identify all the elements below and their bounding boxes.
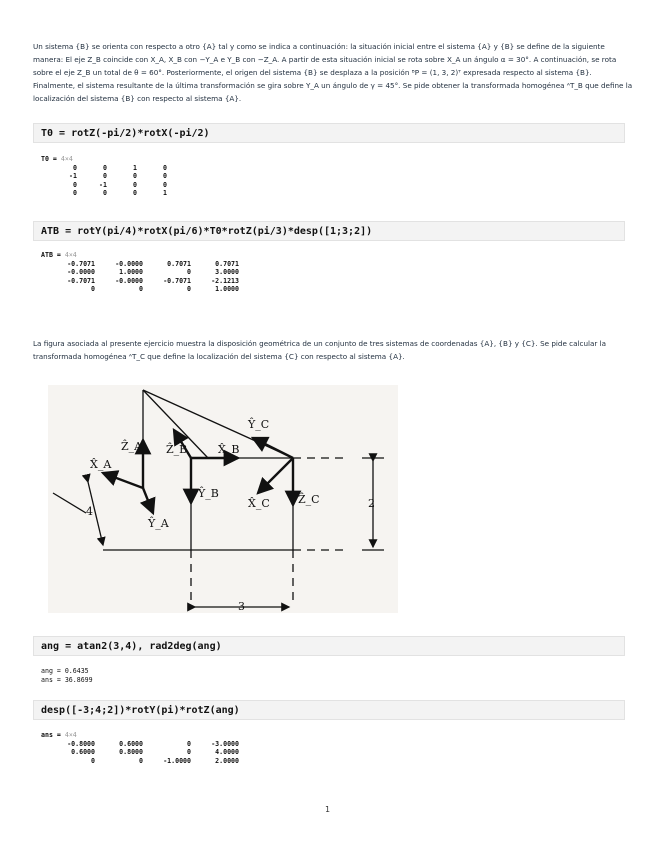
label-xb: X̂_B: [218, 443, 240, 456]
matrix-cell: -0.0000: [115, 259, 143, 268]
output-ang: [41, 667, 93, 684]
matrix-cell: -1: [69, 172, 77, 181]
matrix-cell: 0: [91, 756, 95, 765]
matrix-cell: -0.7071: [67, 276, 95, 285]
label-yb: Ŷ_B: [198, 487, 219, 500]
matrix-cell: 2.0000: [215, 756, 239, 765]
matrix-cell: 1.0000: [215, 285, 239, 294]
label-zb: Ẑ_B: [166, 443, 188, 456]
matrix-cell: 1.0000: [119, 268, 143, 277]
matrix-cell: 0: [163, 163, 167, 172]
output-var-name: T0 =: [41, 155, 57, 163]
matrix-cell: -3.0000: [211, 739, 239, 748]
matrix-row: [47, 172, 167, 181]
matrix-cell: 0.6000: [71, 748, 95, 757]
matrix-cell: 0: [139, 756, 143, 765]
code-cell-desp[interactable]: desp([-3;4;2])*rotY(pi)*rotZ(ang): [33, 700, 625, 720]
matrix-cell: 0: [103, 163, 107, 172]
output-var-name: ATB =: [41, 251, 61, 259]
output-t0: [41, 155, 167, 198]
matrix-row: [47, 260, 239, 269]
matrix-atb: [47, 260, 239, 294]
matrix-cell: 0: [133, 180, 137, 189]
matrix-cell: 0: [187, 748, 191, 757]
matrix-cell: 3.0000: [215, 268, 239, 277]
code-cell-ang[interactable]: ang = atan2(3,4), rad2deg(ang): [33, 636, 625, 656]
code-cell-t0[interactable]: T0 = rotZ(-pi/2)*rotX(-pi/2): [33, 123, 625, 143]
problem-statement-1: Un sistema {B} se orienta con respecto a otro {A} tal y como se indica a continuación: la situación inicial entre el sistema {A} y {B} se define de la siguiente manera: El eje Z_B coincide con X_A, X_B con −Y_A e Y_B con −Z_A. A partir de esta situación inicial se rota sobre X_A un ángulo α = 30°. A continuación, se rota sobre el eje Z_B un total de θ = 60°. Posteriormente, el origen del sistema {B} se desplaza a la posición ᴮP = (1, 3, 2)ᵀ expresada respecto al sistema {B}. Finalmente, el sistema resultante de la última transformación se gira sobre Y_A un ángulo de γ = 45°. Se pide obtener la transformada homogénea ᴬT_B que define la localización del sistema {B} con respecto al sistema {A}.: [33, 42, 633, 103]
matrix-row: [47, 181, 167, 190]
page-number: 1: [324, 805, 331, 814]
matrix-cell: 0: [187, 268, 191, 277]
matrix-cell: -2.1213: [211, 276, 239, 285]
matrix-cell: 0: [73, 180, 77, 189]
matrix-cell: 0: [163, 172, 167, 181]
label-zc: Ẑ_C: [298, 493, 320, 506]
output-dim: 4×4: [64, 251, 77, 259]
matrix-cell: -1: [99, 180, 107, 189]
label-xa: X̂_A: [90, 458, 112, 471]
matrix-row: [47, 164, 167, 173]
matrix-cell: -0.7071: [67, 259, 95, 268]
matrix-cell: 0: [133, 189, 137, 198]
matrix-cell: -0.8000: [67, 739, 95, 748]
matrix-cell: 1: [163, 189, 167, 198]
matrix-cell: 0.8000: [119, 748, 143, 757]
matrix-cell: 0: [103, 172, 107, 181]
matrix-cell: 0: [133, 172, 137, 181]
matrix-cell: -0.7071: [163, 276, 191, 285]
matrix-row: [47, 285, 239, 294]
matrix-cell: 0: [73, 163, 77, 172]
matrix-row: [47, 740, 239, 749]
matrix-cell: 1: [133, 163, 137, 172]
matrix-cell: 0: [73, 189, 77, 198]
label-ya: Ŷ_A: [148, 517, 169, 530]
matrix-cell: 0.6000: [119, 739, 143, 748]
matrix-cell: 0: [187, 285, 191, 294]
matrix-row: [47, 748, 239, 757]
output-line-ang: ang = 0.6435: [41, 667, 89, 675]
matrix-cell: 0: [163, 180, 167, 189]
matrix-cell: 0: [139, 285, 143, 294]
matrix-result: [47, 740, 239, 766]
matrix-cell: 0: [103, 189, 107, 198]
coordinate-systems-figure: [48, 385, 398, 613]
matrix-cell: -0.0000: [115, 276, 143, 285]
matrix-cell: -0.0000: [67, 268, 95, 277]
label-yc: Ŷ_C: [248, 418, 270, 431]
matrix-t0: [47, 164, 167, 198]
code-cell-atb[interactable]: ATB = rotY(pi/4)*rotX(pi/6)*T0*rotZ(pi/3)*desp([1;3;2]): [33, 221, 625, 241]
matrix-cell: 4.0000: [215, 748, 239, 757]
matrix-row: [47, 757, 239, 766]
matrix-cell: -1.0000: [163, 756, 191, 765]
output-atb: [41, 251, 239, 294]
output-dim: 4×4: [64, 731, 77, 739]
dim-label-3: 3: [238, 600, 245, 613]
dim-label-4: 4: [86, 505, 93, 518]
output-var-name: ans =: [41, 731, 61, 739]
matrix-cell: 0.7071: [167, 259, 191, 268]
problem-statement-2: La figura asociada al presente ejercicio muestra la disposición geométrica de un conjunto de tres sistemas de coordenadas {A}, {B} y {C}. Se pide calcular la transformada homogénea ᴬT_C que define la localización del sistema {C} con respecto al sistema {A}.: [33, 339, 607, 361]
matrix-cell: 0: [187, 739, 191, 748]
matrix-row: [47, 268, 239, 277]
label-za: Ẑ_A: [121, 440, 143, 453]
matrix-row: [47, 189, 167, 198]
output-desp: [41, 731, 239, 765]
output-dim: 4×4: [60, 155, 73, 163]
label-xc: X̂_C: [248, 497, 270, 510]
matrix-row: [47, 277, 239, 286]
matrix-cell: 0: [91, 285, 95, 294]
output-line-ans: ans = 36.8699: [41, 675, 93, 684]
matrix-cell: 0.7071: [215, 259, 239, 268]
dim-label-2: 2: [368, 497, 375, 510]
